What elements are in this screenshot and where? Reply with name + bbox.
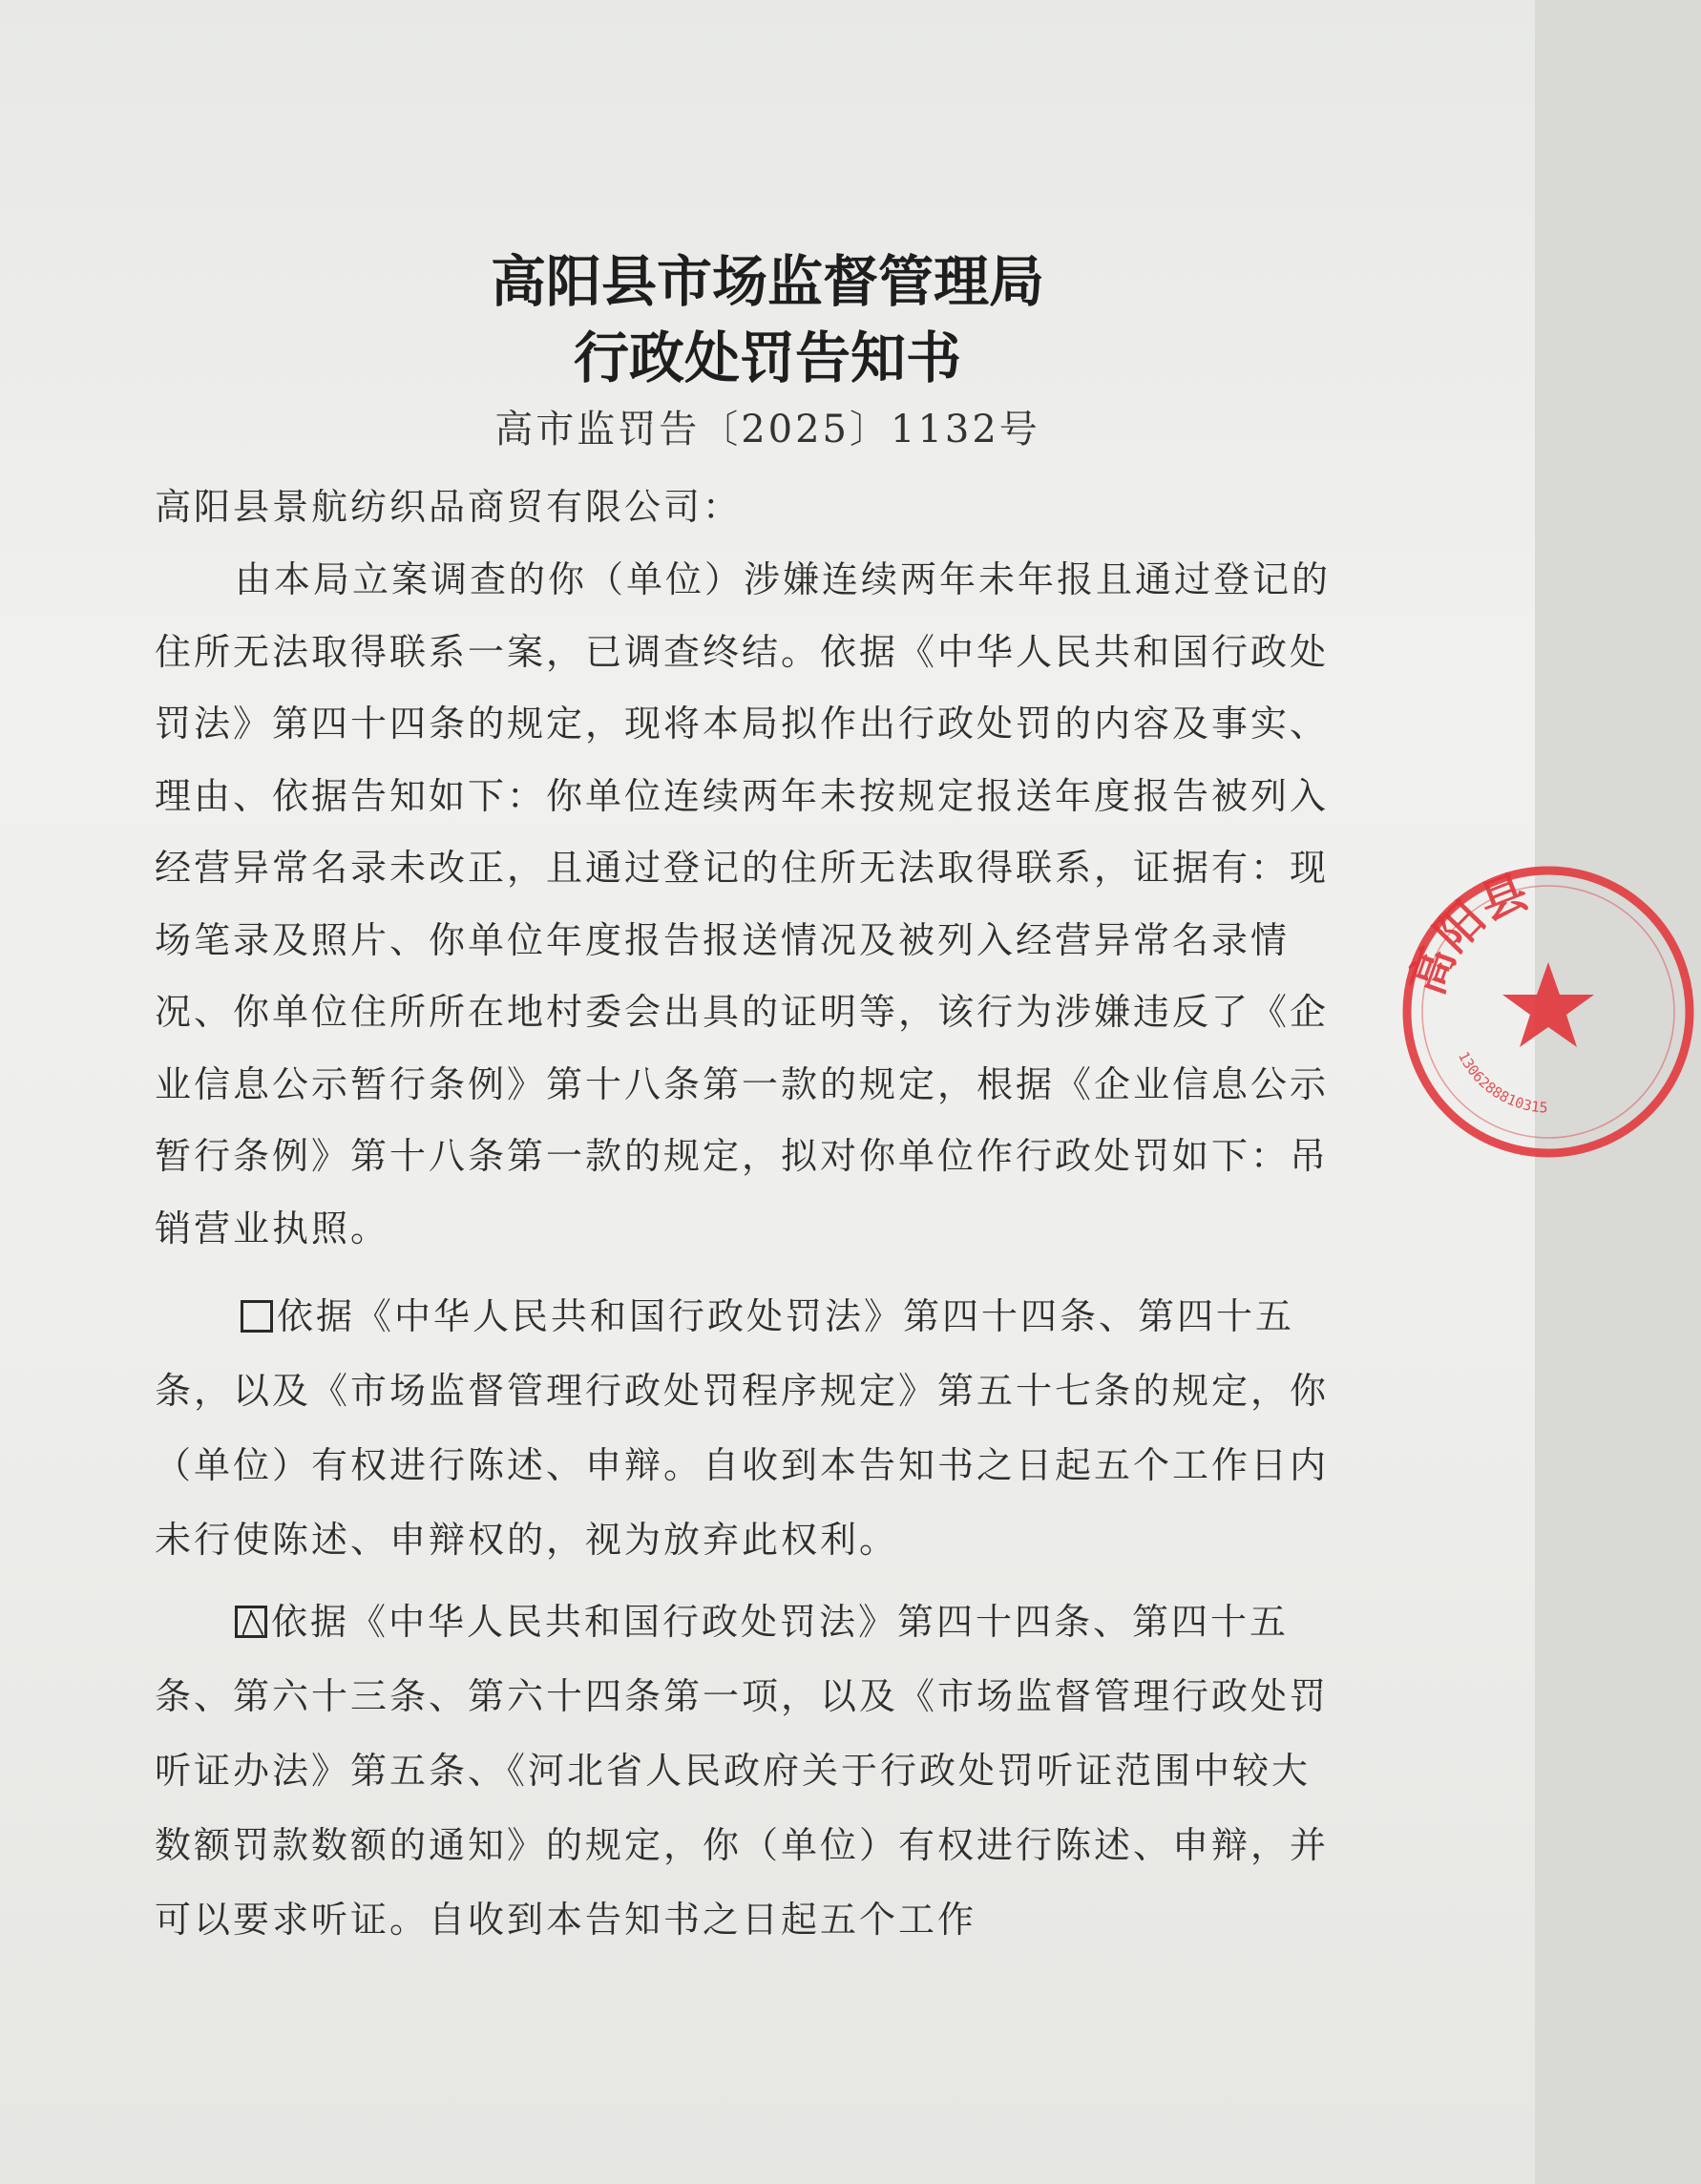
option-statement-right [155,1279,1348,1577]
seal-number-text [1455,1049,1548,1117]
document-number: 高市监罚告〔2025〕1132号 [494,408,1040,452]
notice-paragraph: 由本局立案调查的你（单位）涉嫌连续两年未年报且通过登记的住所无法取得联系一案，已调查终结。依据《中华人民共和国行政处罚法》第四十四条的规定，现将本局拟作出行政处罚的内容及事实、理由、依据告知如下：你单位连续两年未按规定报送年度报告被列入经营异常名录未改正，且通过登记的住所无法取得联系，证据有：现场笔录及照片、你单位年度报告报送情况及被列入经营异常名录情况、你单位住所所在地村委会出具的证明等，该行为涉嫌违反了《企业信息公示暂行条例》第十八条第一款的规定，根据《企业信息公示暂行条例》第十八条第一款的规定，拟对你单位作行政处罚如下：吊销营业执照。 [155,558,1332,1250]
document-title: 行政处罚告知书 [573,326,961,390]
option2-checkbox-checked [235,1606,267,1638]
option-hearing-right [155,1585,1348,1957]
option1-checkbox [241,1300,273,1333]
seal-star-icon [1502,962,1594,1047]
official-seal [1396,859,1701,1165]
option2-text: 依据《中华人民共和国行政处罚法》第四十四条、第四十五条、第六十三条、第六十四条第一项，以及《市场监督管理行政处罚听证办法》第五条、《河北省人民政府关于行政处罚听证范围中较大数额罚款数额的通知》的规定，你（单位）有权进行陈述、申辩，并可以要求听证。自收到本告知书之日起五个工作 [155,1601,1330,1941]
seal-text [1400,865,1535,1001]
addressee: 高阳县景航纺织品商贸有限公司： [155,486,743,528]
seal-number: 1306288810315 [1454,1048,1549,1117]
seal-name: 高阳县 [1399,864,1535,1002]
option1-text: 依据《中华人民共和国行政处罚法》第四十四条、第四十五条，以及《市场监督管理行政处罚程序规定》第五十七条的规定，你（单位）有权进行陈述、申辩。自收到本告知书之日起五个工作日内未行使陈述、申辩权的，视为放弃此权利。 [155,1295,1330,1561]
issuer-title: 高阳县市场监督管理局 [490,249,1044,314]
